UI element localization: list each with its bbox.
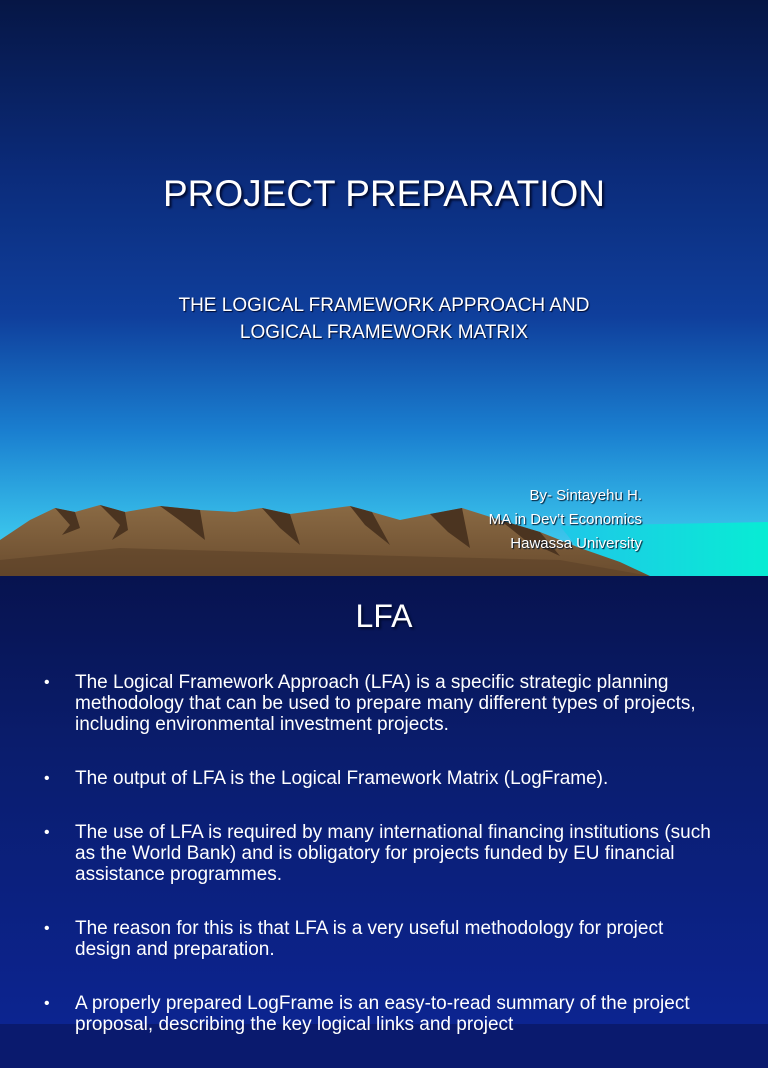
- bullet-icon: •: [44, 770, 50, 787]
- lfa-slide: [0, 576, 768, 1035]
- bullet-item: [0, 672, 768, 735]
- bullet-item: [0, 918, 768, 960]
- bullet-icon: •: [44, 920, 50, 937]
- bullet-item: [0, 993, 768, 1035]
- subtitle-line-1: THE LOGICAL FRAMEWORK APPROACH AND: [178, 295, 590, 316]
- bullet-text: A properly prepared LogFrame is an easy-to-read summary of the project proposal, describing the key logical links and project: [75, 993, 690, 1035]
- author-name: By- Sintayehu H.: [529, 487, 642, 504]
- author-institution: Hawassa University: [510, 535, 642, 552]
- author-degree: MA in Dev’t Economics: [488, 511, 642, 528]
- bullet-text: The reason for this is that LFA is a very useful methodology for project design and preparation.: [75, 918, 664, 960]
- slide-title: PROJECT PREPARATION: [162, 173, 605, 214]
- author-byline: [489, 484, 642, 556]
- bullet-text: The use of LFA is required by many international financing institutions (such as the World Bank) and is obligatory for projects funded by EU financial assistance programmes.: [75, 822, 711, 885]
- subtitle-line-2: LOGICAL FRAMEWORK MATRIX: [239, 322, 529, 343]
- bullet-icon: •: [44, 995, 50, 1012]
- bullet-item: [0, 768, 768, 789]
- slide-subtitle: [0, 292, 768, 346]
- lfa-heading: LFA: [355, 598, 413, 634]
- bullet-text: The Logical Framework Approach (LFA) is a specific strategic planning methodology that can be used to prepare many different types of projects, including environmental investment projects.: [75, 672, 696, 735]
- bullet-list: [0, 672, 768, 1068]
- bullet-icon: •: [44, 824, 50, 841]
- bullet-text: The output of LFA is the Logical Framework Matrix (LogFrame).: [75, 768, 609, 789]
- bullet-item: [0, 822, 768, 885]
- bullet-icon: •: [44, 674, 50, 691]
